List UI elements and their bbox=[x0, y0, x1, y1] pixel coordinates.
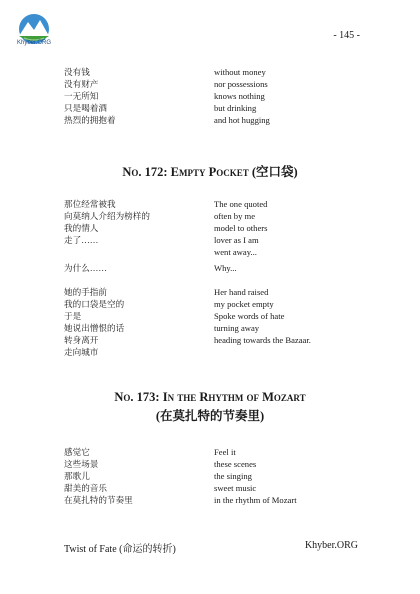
zh-line: 在莫扎特的节奏里 bbox=[64, 495, 133, 505]
en-line: these scenes bbox=[214, 459, 257, 469]
english-column bbox=[214, 262, 364, 274]
en-line: the singing bbox=[214, 471, 252, 481]
chinese-column bbox=[64, 198, 204, 246]
zh-line: 感觉它 bbox=[64, 447, 90, 457]
poem-172-title: No. 172: Empty Pocket (空口袋) bbox=[122, 165, 298, 179]
poem-173-title: No. 173: In the Rhythm of Mozart bbox=[114, 390, 306, 404]
en-line: but drinking bbox=[214, 103, 257, 113]
zh-line: 我的情人 bbox=[64, 223, 99, 233]
poem-173-subtitle: (在莫扎特的节奏里) bbox=[155, 409, 265, 423]
zh-line: 为什么…… bbox=[64, 263, 107, 273]
zh-line: 没有钱 bbox=[64, 67, 90, 77]
en-line: went away... bbox=[214, 247, 257, 257]
zh-line: 甜美的音乐 bbox=[64, 483, 107, 493]
en-line: turning away bbox=[214, 323, 260, 333]
en-line: my pocket empty bbox=[214, 299, 274, 309]
zh-line: 向莫纳人介绍为榜样的 bbox=[64, 211, 150, 221]
en-line: model to others bbox=[214, 223, 268, 233]
page-number: - 145 - bbox=[333, 30, 360, 41]
english-column bbox=[214, 446, 364, 506]
en-line: Feel it bbox=[214, 447, 236, 457]
chinese-column bbox=[64, 262, 204, 274]
en-line: The one quoted bbox=[214, 199, 268, 209]
zh-line: 一无所知 bbox=[64, 91, 99, 101]
en-line: heading towards the Bazaar. bbox=[214, 335, 311, 345]
english-column bbox=[214, 66, 364, 126]
en-line: knows nothing bbox=[214, 91, 265, 101]
logo-text: Khyber.ORG bbox=[16, 40, 51, 46]
en-line: Her hand raised bbox=[214, 287, 269, 297]
en-line: often by me bbox=[214, 211, 256, 221]
zh-line: 转身离开 bbox=[64, 335, 99, 345]
en-line: and hot hugging bbox=[214, 115, 270, 125]
zh-line: 走向城市 bbox=[64, 347, 99, 357]
zh-line: 那歌儿 bbox=[64, 471, 90, 481]
zh-line: 没有财产 bbox=[64, 79, 99, 89]
en-line: in the rhythm of Mozart bbox=[214, 495, 297, 505]
en-line: sweet music bbox=[214, 483, 257, 493]
en-line: Spoke words of hate bbox=[214, 311, 285, 321]
chinese-column bbox=[64, 66, 204, 126]
english-column bbox=[214, 198, 364, 258]
chinese-column bbox=[64, 286, 204, 358]
en-line: lover as I am bbox=[214, 235, 259, 245]
zh-line: 于是 bbox=[64, 311, 82, 321]
zh-line: 她的手指前 bbox=[64, 287, 107, 297]
en-line: without money bbox=[214, 67, 266, 77]
zh-line: 走了…… bbox=[64, 235, 99, 245]
en-line: Why... bbox=[214, 263, 237, 273]
zh-line: 这些场景 bbox=[64, 459, 99, 469]
zh-line: 只是喝着酒 bbox=[64, 103, 107, 113]
zh-line: 那位经常被我 bbox=[64, 199, 116, 209]
en-line: nor possessions bbox=[214, 79, 268, 89]
english-column bbox=[214, 286, 364, 346]
zh-line: 我的口袋是空的 bbox=[64, 299, 125, 309]
chinese-column bbox=[64, 446, 204, 506]
zh-line: 热烈的拥抱着 bbox=[64, 115, 116, 125]
footer-site-name: Khyber.ORG bbox=[304, 540, 358, 551]
zh-line: 她说出憎恨的话 bbox=[64, 323, 125, 333]
footer-book-title: Twist of Fate (命运的转折) bbox=[64, 544, 176, 555]
